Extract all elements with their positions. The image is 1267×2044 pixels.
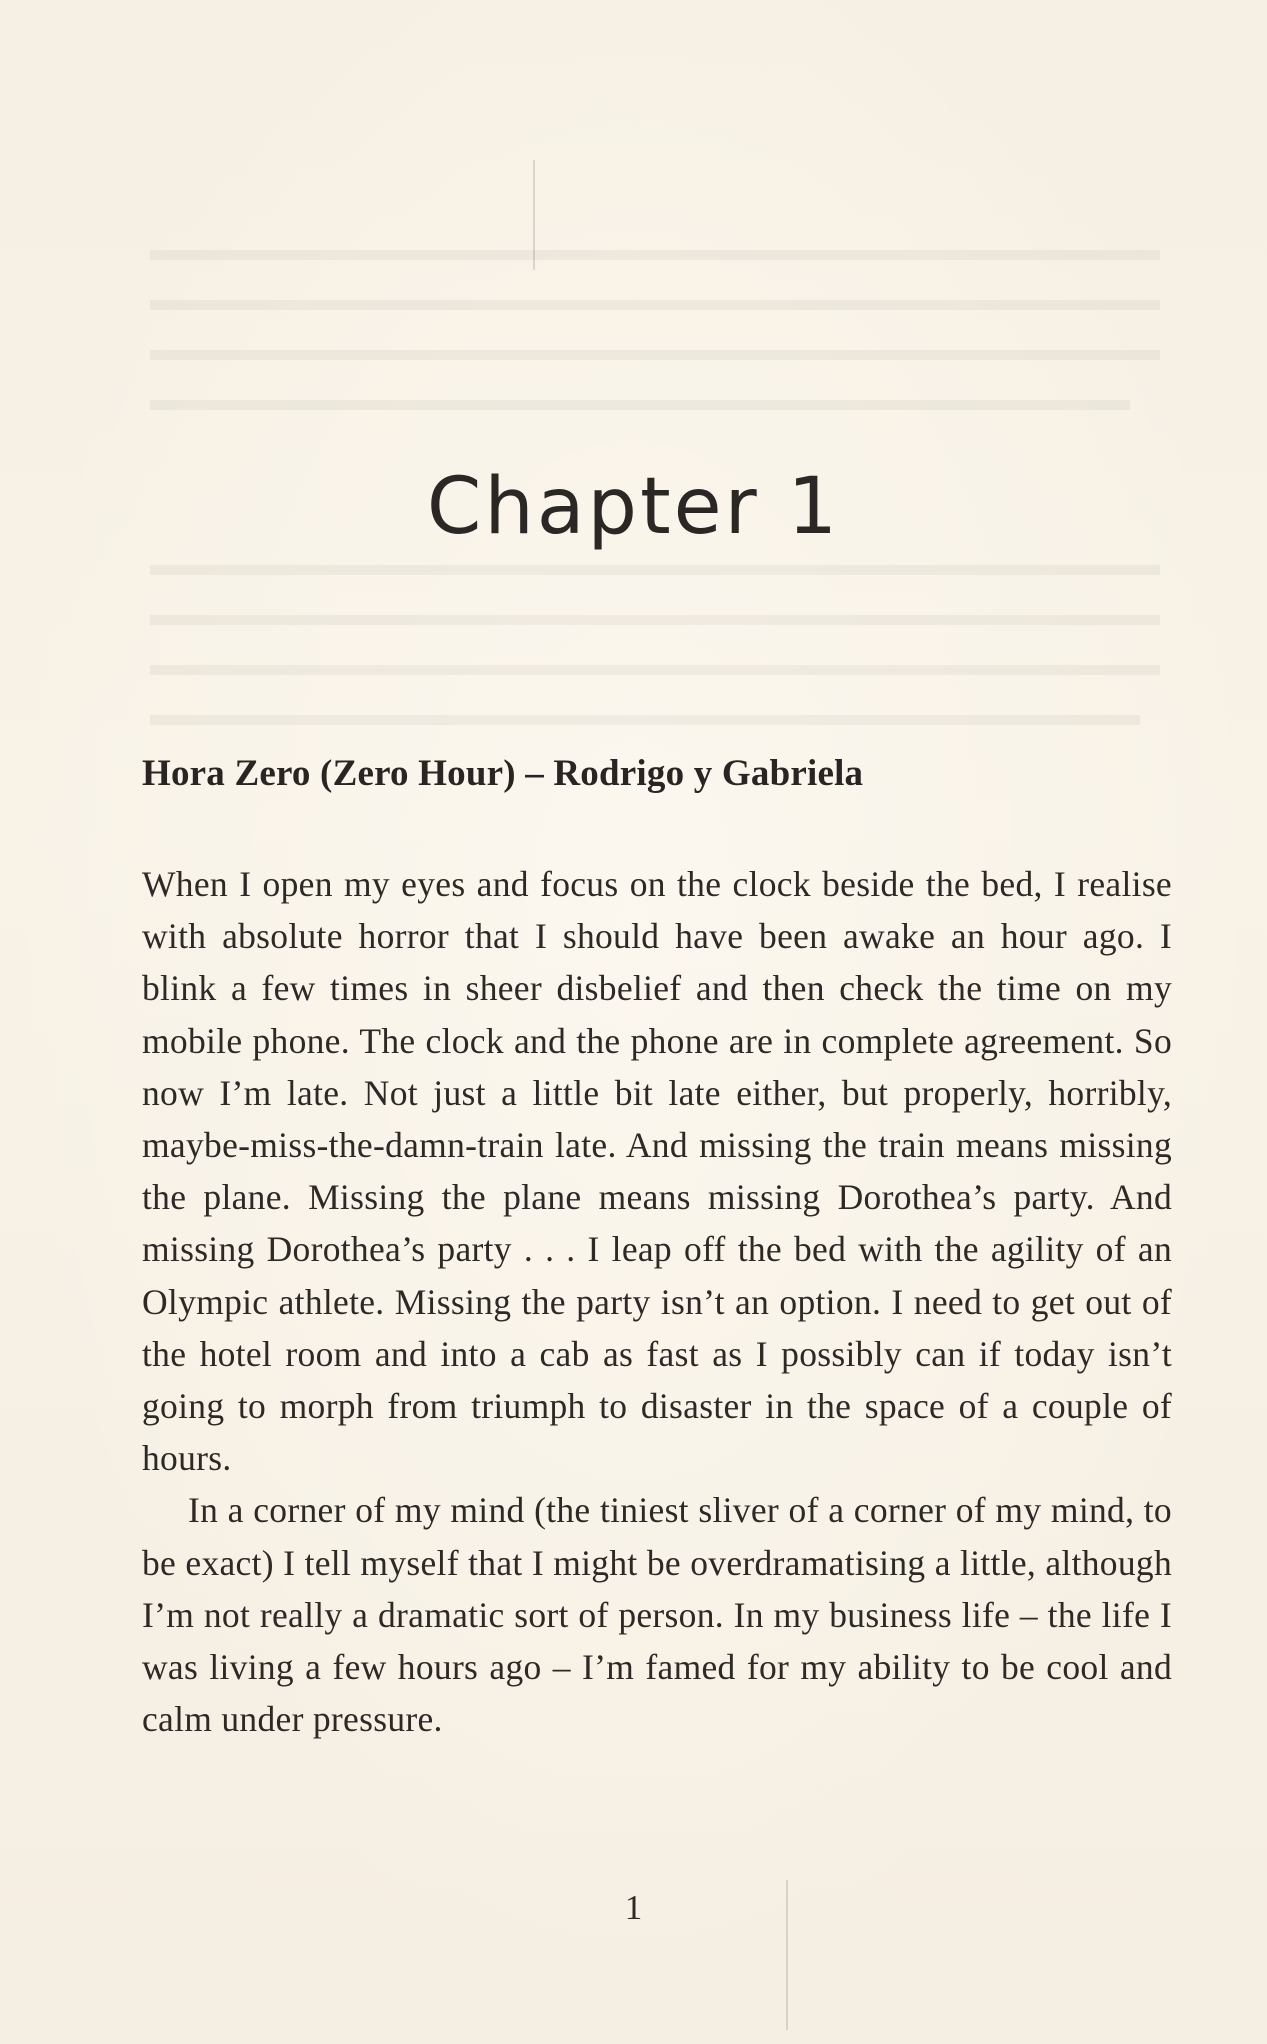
show-through-line	[150, 250, 1160, 260]
show-through-line	[150, 615, 1160, 625]
song-heading: Hora Zero (Zero Hour) – Rodrigo y Gabriela	[142, 753, 864, 794]
chapter-title: Chapter 1	[426, 462, 841, 552]
paragraph: In a corner of my mind (the tiniest sliver of a corner of my mind, to be exact) I tell myself that I might be overdramatising a little, although I’m not really a dramatic sort of person. In my business life – the life I was living a few hours ago – I’m famed for my ability to be cool and calm under pressure.	[142, 1490, 1172, 1740]
chapter-body	[142, 858, 1172, 1745]
show-through-line	[150, 665, 1160, 675]
show-through-line	[150, 350, 1160, 360]
page-number: 1	[624, 1888, 643, 1927]
paper-crease	[533, 160, 535, 270]
show-through-line	[150, 300, 1160, 310]
show-through-line	[150, 565, 1160, 575]
show-through-line	[150, 715, 1140, 725]
show-through-line	[150, 400, 1130, 410]
paragraph: When I open my eyes and focus on the clock beside the bed, I realise with absolute horror that I should have been awake an hour ago. I blink a few times in sheer disbelief and then check the time on my mobile phone. The clock and the phone are in complete agreement. So now I’m late. Not just a little bit late either, but properly, horribly, maybe-miss-the-damn-train late. And missing the train means missing the plane. Missing the plane means missing Dorothea’s party. And missing Dorothea’s party . . . I leap off the bed with the agility of an Olympic athlete. Missing the party isn’t an option. I need to get out of the hotel room and into a cab as fast as I possibly can if today isn’t going to morph from triumph to disaster in the space of a couple of hours.	[142, 864, 1172, 1479]
